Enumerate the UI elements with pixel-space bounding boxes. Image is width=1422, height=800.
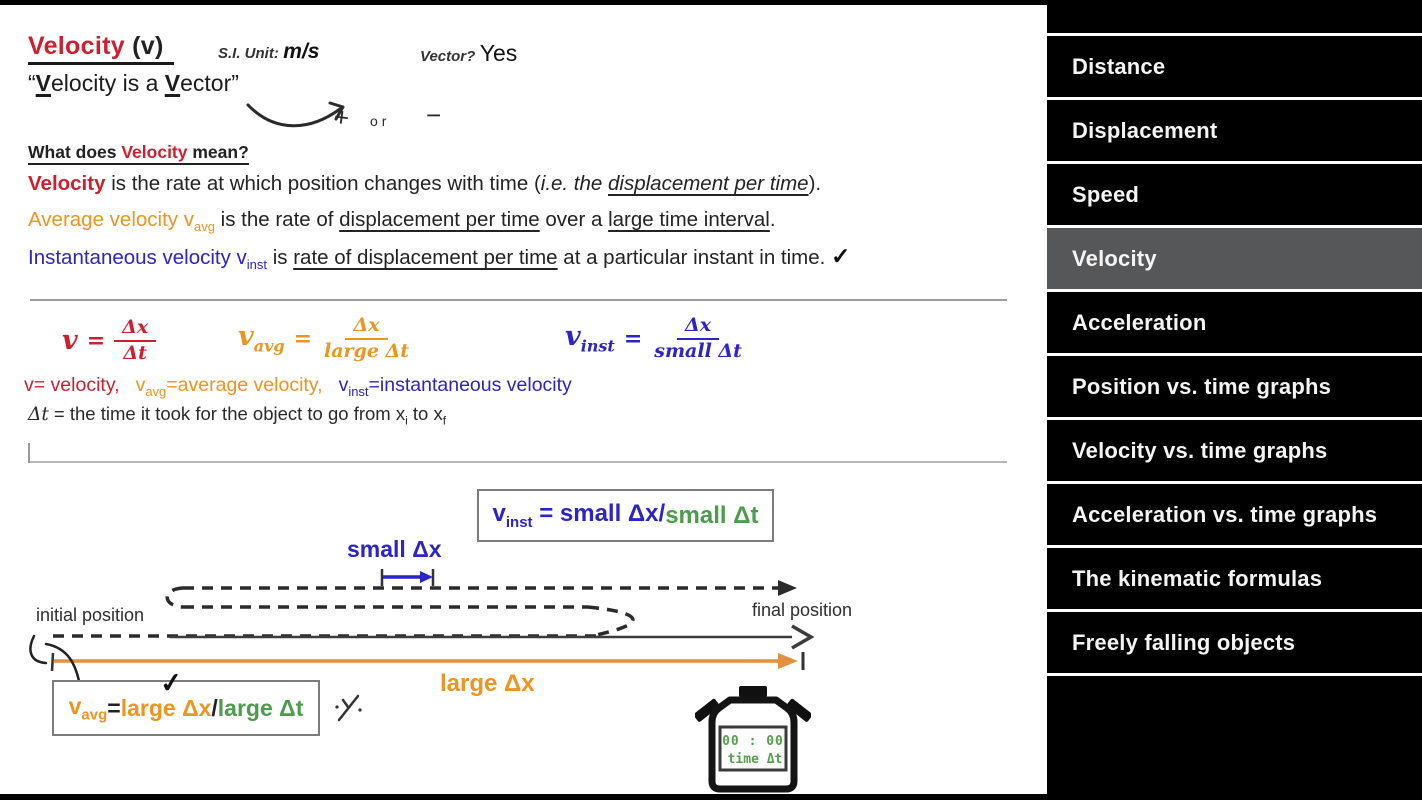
divider-top	[30, 299, 1007, 301]
stopwatch-icon	[695, 686, 811, 796]
avg-checkmark-icon: ✓	[158, 666, 185, 700]
sidebar-item-distance[interactable]: Distance	[1047, 33, 1422, 97]
small-dx-label: small Δx	[347, 536, 442, 562]
si-unit-value: m/s	[283, 40, 320, 63]
sidebar-item-acceleration-vs-time[interactable]: Acceleration vs. time graphs	[1047, 481, 1422, 545]
top-frame-bar	[0, 0, 1422, 5]
travel-path-diagram	[40, 576, 830, 650]
inst-equation-box: $v_{inst}$ = small Δx/ small Δt	[477, 489, 774, 542]
definition-line-velocity: Velocity is the rate at which position changes with time (i.e. the displacement per time).	[28, 172, 822, 195]
or-word: or	[370, 113, 391, 129]
avg-equation-box: $v_{avg}$ = large Δx / large Δt	[52, 680, 320, 736]
plus-sign: +	[332, 101, 352, 133]
initial-position-label: initial position	[36, 605, 145, 625]
formula-average-velocity: $v_{avg}$ = $\frac{\Delta x}{\text{large Δt}}$	[238, 314, 410, 362]
definition-line-instantaneous: Instantaneous velocity $v_{inst}$ is rate of displacement per time at a particular instant in time. ✓	[28, 243, 851, 273]
sidebar-item-velocity-vs-time[interactable]: Velocity vs. time graphs	[1047, 417, 1422, 481]
definition-line-average: Average velocity $v_{avg}$ is the rate of displacement per time over a large time interval.	[28, 208, 776, 235]
scribble-mark-icon	[334, 690, 364, 726]
large-dx-label: large Δx	[440, 670, 535, 697]
vector-answer: Yes	[479, 40, 518, 66]
sidebar-item-velocity[interactable]: Velocity	[1047, 225, 1422, 289]
velocity-quote: “Velocity is a Vector”	[28, 70, 239, 96]
formula-velocity: v = $\frac{\Delta x}{\Delta t}$	[62, 316, 156, 366]
sidebar-item-freely-falling[interactable]: Freely falling objects	[1047, 609, 1422, 673]
topic-sidebar	[1047, 0, 1422, 800]
vector-question-label: Vector?	[420, 48, 476, 65]
sidebar-item-acceleration[interactable]: Acceleration	[1047, 289, 1422, 353]
dashed-arrowhead	[778, 580, 797, 596]
page-title: Velocity (v)	[28, 32, 174, 65]
si-unit-label: S.I. Unit:	[218, 45, 279, 62]
formula-legend: v= velocity, $v_{avg}=average$ velocity, $v_{inst}=instantaneous$ velocity	[24, 374, 572, 399]
solid-arrowhead	[792, 626, 811, 648]
sidebar-item-speed[interactable]: Speed	[1047, 161, 1422, 225]
sidebar-item-displacement[interactable]: Displacement	[1047, 97, 1422, 161]
cursor-tick	[28, 443, 30, 463]
divider-bottom	[30, 461, 1007, 463]
formula-instantaneous-velocity: $v_{inst}$ = $\frac{\Delta x}{\text{small Δt}}$	[565, 314, 742, 362]
sidebar-item-position-vs-time[interactable]: Position vs. time graphs	[1047, 353, 1422, 417]
final-position-label: final position	[752, 600, 853, 620]
bottom-frame-bar	[0, 794, 1422, 800]
stopwatch-display: 00 : 00	[722, 734, 784, 749]
sidebar-tail	[1047, 673, 1422, 800]
sidebar-item-kinematic-formulas[interactable]: The kinematic formulas	[1047, 545, 1422, 609]
delta-t-note: Δt = the time it took for the object to go from $x_i$ to $x_f$	[28, 403, 447, 428]
minus-sign: −	[426, 100, 442, 130]
stopwatch-label: time Δt	[727, 752, 783, 767]
section-heading: What does Velocity mean?	[28, 142, 249, 165]
checkmark-icon: ✓	[831, 243, 851, 269]
